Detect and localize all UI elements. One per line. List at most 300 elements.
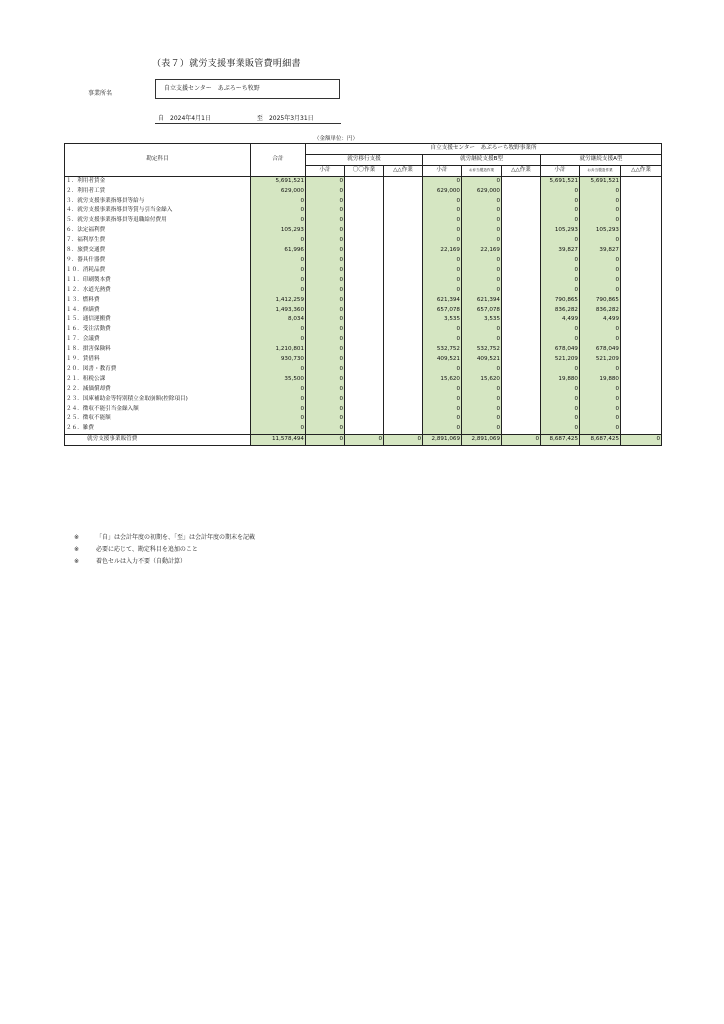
amount-cell[interactable] <box>621 306 662 316</box>
subheader-work: △△作業 <box>621 165 662 176</box>
amount-cell: 0 <box>462 216 502 226</box>
amount-cell: 0 <box>580 325 621 335</box>
page-title: （表７）就労支援事業販管費明細書 <box>152 59 301 69</box>
amount-cell[interactable] <box>502 286 541 296</box>
row-total-cell: 0 <box>251 395 306 405</box>
account-label: １６．受注活動費 <box>65 325 251 335</box>
footnote-mark: ※ <box>74 534 80 541</box>
amount-cell: 0 <box>306 414 345 424</box>
table-row <box>65 365 662 375</box>
amount-cell[interactable] <box>502 424 541 434</box>
fiscal-period <box>158 113 320 122</box>
row-total-cell: 0 <box>251 197 306 207</box>
amount-cell[interactable] <box>345 286 384 296</box>
account-label: ７．福利厚生費 <box>65 236 251 246</box>
amount-cell: 0 <box>306 176 345 186</box>
amount-cell[interactable] <box>345 424 384 434</box>
amount-cell: 0 <box>541 216 580 226</box>
amount-cell[interactable] <box>621 385 662 395</box>
amount-cell[interactable] <box>621 355 662 365</box>
period-from-date[interactable]: 2024年4月1日 <box>170 115 211 122</box>
amount-cell[interactable] <box>621 405 662 415</box>
amount-cell[interactable] <box>621 266 662 276</box>
amount-cell[interactable] <box>621 236 662 246</box>
amount-cell[interactable] <box>384 276 423 286</box>
amount-cell[interactable] <box>384 246 423 256</box>
amount-cell[interactable] <box>621 226 662 236</box>
amount-cell[interactable] <box>345 306 384 316</box>
amount-cell[interactable] <box>502 355 541 365</box>
amount-cell: 0 <box>580 266 621 276</box>
amount-cell: 0 <box>541 414 580 424</box>
amount-cell[interactable] <box>502 365 541 375</box>
table-row <box>65 187 662 197</box>
amount-cell: 0 <box>423 256 462 266</box>
expense-detail-table <box>64 143 662 446</box>
amount-cell[interactable] <box>502 236 541 246</box>
amount-cell: 0 <box>541 266 580 276</box>
amount-cell: 521,209 <box>541 355 580 365</box>
amount-cell: 0 <box>462 266 502 276</box>
amount-cell: 0 <box>462 414 502 424</box>
row-total-cell: 0 <box>251 335 306 345</box>
amount-cell: 0 <box>306 206 345 216</box>
amount-cell: 3,535 <box>423 315 462 325</box>
amount-cell: 0 <box>541 206 580 216</box>
amount-cell[interactable] <box>384 266 423 276</box>
table-row <box>65 405 662 415</box>
amount-cell[interactable] <box>384 206 423 216</box>
footnote-mark: ※ <box>74 558 80 565</box>
amount-cell: 0 <box>306 226 345 236</box>
account-label: ５．就労支援事業指導員等退職給付費用 <box>65 216 251 226</box>
row-total-cell: 0 <box>251 236 306 246</box>
amount-cell[interactable] <box>345 226 384 236</box>
row-total-cell: 0 <box>251 216 306 226</box>
amount-cell: 22,169 <box>462 246 502 256</box>
amount-cell[interactable] <box>384 176 423 186</box>
footnote <box>74 544 255 556</box>
amount-cell[interactable] <box>502 197 541 207</box>
amount-cell: 0 <box>306 365 345 375</box>
amount-cell[interactable] <box>621 176 662 186</box>
amount-cell[interactable] <box>621 424 662 434</box>
amount-cell: 0 <box>462 256 502 266</box>
amount-cell[interactable] <box>384 355 423 365</box>
table-row <box>65 176 662 186</box>
table-row <box>65 385 662 395</box>
unit-note: （金額単位：円） <box>314 136 359 142</box>
amount-cell[interactable]: 0 <box>621 435 662 446</box>
amount-cell[interactable] <box>384 325 423 335</box>
amount-cell: 0 <box>423 325 462 335</box>
amount-cell: 0 <box>306 306 345 316</box>
amount-cell: 0 <box>580 365 621 375</box>
amount-cell[interactable] <box>621 296 662 306</box>
amount-cell: 0 <box>423 414 462 424</box>
amount-cell: 15,620 <box>423 375 462 385</box>
table-row <box>65 424 662 434</box>
amount-cell[interactable] <box>502 206 541 216</box>
row-total-cell: 0 <box>251 424 306 434</box>
amount-cell[interactable] <box>384 216 423 226</box>
amount-cell[interactable] <box>384 315 423 325</box>
account-label: ２．利用者工賃 <box>65 187 251 197</box>
period-underline <box>155 123 341 124</box>
amount-cell[interactable] <box>384 187 423 197</box>
amount-cell[interactable] <box>345 187 384 197</box>
amount-cell[interactable] <box>384 306 423 316</box>
table-row <box>65 226 662 236</box>
amount-cell: 0 <box>423 405 462 415</box>
amount-cell[interactable] <box>502 405 541 415</box>
amount-cell: 0 <box>423 395 462 405</box>
account-label: １７．会議費 <box>65 335 251 345</box>
amount-cell[interactable] <box>345 405 384 415</box>
table-row <box>65 296 662 306</box>
row-total-cell: 61,996 <box>251 246 306 256</box>
amount-cell: 0 <box>306 296 345 306</box>
footnote <box>74 532 255 544</box>
amount-cell: 0 <box>462 424 502 434</box>
amount-cell: 0 <box>306 236 345 246</box>
amount-cell: 5,691,521 <box>541 176 580 186</box>
amount-cell: 8,687,425 <box>580 435 621 446</box>
amount-cell[interactable] <box>384 286 423 296</box>
account-label: １１．印刷製本費 <box>65 276 251 286</box>
amount-cell[interactable] <box>502 335 541 345</box>
amount-cell: 0 <box>462 385 502 395</box>
account-label: １２．水道光熱費 <box>65 286 251 296</box>
amount-cell: 39,827 <box>580 246 621 256</box>
amount-cell[interactable] <box>621 187 662 197</box>
row-total-cell: 0 <box>251 276 306 286</box>
amount-cell: 0 <box>306 256 345 266</box>
amount-cell: 0 <box>541 335 580 345</box>
amount-cell[interactable] <box>345 276 384 286</box>
table-row <box>65 306 662 316</box>
amount-cell: 0 <box>580 216 621 226</box>
amount-cell[interactable] <box>384 405 423 415</box>
amount-cell[interactable] <box>502 266 541 276</box>
amount-cell: 0 <box>306 325 345 335</box>
row-total-cell: 0 <box>251 325 306 335</box>
account-label: ２６．雑費 <box>65 424 251 434</box>
table-row <box>65 355 662 365</box>
amount-cell[interactable] <box>502 256 541 266</box>
row-total-cell: 0 <box>251 256 306 266</box>
total-row <box>65 435 662 446</box>
row-total-cell: 0 <box>251 385 306 395</box>
amount-cell[interactable] <box>621 335 662 345</box>
amount-cell[interactable] <box>345 365 384 375</box>
amount-cell: 0 <box>580 197 621 207</box>
amount-cell[interactable] <box>621 246 662 256</box>
amount-cell[interactable] <box>384 256 423 266</box>
amount-cell[interactable] <box>502 385 541 395</box>
footnote-mark: ※ <box>74 546 80 553</box>
amount-cell: 0 <box>541 187 580 197</box>
amount-cell: 0 <box>306 424 345 434</box>
amount-cell: 0 <box>423 226 462 236</box>
amount-cell: 3,535 <box>462 315 502 325</box>
table-row <box>65 335 662 345</box>
amount-cell: 105,293 <box>541 226 580 236</box>
facility-header: 自立支援センター あぷろーち牧野事業所 <box>306 144 662 155</box>
amount-cell: 0 <box>423 335 462 345</box>
row-total-cell: 35,500 <box>251 375 306 385</box>
amount-cell[interactable] <box>345 375 384 385</box>
amount-cell[interactable] <box>502 306 541 316</box>
amount-cell: 0 <box>580 286 621 296</box>
amount-cell[interactable] <box>384 296 423 306</box>
amount-cell: 0 <box>541 236 580 246</box>
amount-cell: 790,865 <box>580 296 621 306</box>
amount-cell[interactable] <box>502 345 541 355</box>
amount-cell: 657,078 <box>462 306 502 316</box>
amount-cell: 2,891,069 <box>423 435 462 446</box>
amount-cell: 0 <box>580 395 621 405</box>
amount-cell: 0 <box>423 266 462 276</box>
amount-cell: 0 <box>423 236 462 246</box>
amount-cell: 532,752 <box>462 345 502 355</box>
amount-cell[interactable] <box>621 325 662 335</box>
amount-cell: 0 <box>423 206 462 216</box>
amount-cell: 790,865 <box>541 296 580 306</box>
amount-cell: 0 <box>306 405 345 415</box>
amount-cell[interactable] <box>502 187 541 197</box>
amount-cell[interactable] <box>502 216 541 226</box>
amount-cell[interactable] <box>345 414 384 424</box>
amount-cell: 0 <box>541 286 580 296</box>
amount-cell[interactable] <box>502 395 541 405</box>
amount-cell: 0 <box>462 395 502 405</box>
amount-cell: 621,394 <box>462 296 502 306</box>
amount-cell[interactable] <box>345 216 384 226</box>
amount-cell[interactable] <box>621 315 662 325</box>
amount-cell[interactable] <box>345 197 384 207</box>
footnote-text: 着色セルは入力不要（自動計算） <box>96 558 187 565</box>
subheader-work: △△作業 <box>384 165 423 176</box>
amount-cell[interactable] <box>345 385 384 395</box>
amount-cell: 0 <box>541 365 580 375</box>
amount-cell[interactable] <box>345 355 384 365</box>
amount-cell: 0 <box>306 375 345 385</box>
amount-cell[interactable] <box>502 246 541 256</box>
period-to-date[interactable]: 2025年3月31日 <box>268 115 314 122</box>
row-total-cell: 930,730 <box>251 355 306 365</box>
amount-cell[interactable] <box>502 176 541 186</box>
amount-cell[interactable] <box>345 335 384 345</box>
account-label: ２３．国庫補助金等特別積立金取崩額(控除項目) <box>65 395 251 405</box>
table-row <box>65 246 662 256</box>
amount-cell[interactable] <box>345 206 384 216</box>
amount-cell: 0 <box>423 286 462 296</box>
amount-cell[interactable] <box>621 216 662 226</box>
account-header: 勘定科目 <box>65 144 251 177</box>
amount-cell: 0 <box>306 246 345 256</box>
subheader-work: お弁当製造作業 <box>462 165 502 176</box>
amount-cell: 4,499 <box>541 315 580 325</box>
amount-cell[interactable] <box>502 375 541 385</box>
amount-cell: 521,209 <box>580 355 621 365</box>
amount-cell: 409,521 <box>423 355 462 365</box>
amount-cell[interactable] <box>345 236 384 246</box>
amount-cell: 0 <box>541 405 580 415</box>
amount-cell[interactable]: 0 <box>384 435 423 446</box>
amount-cell: 0 <box>306 197 345 207</box>
amount-cell[interactable] <box>502 315 541 325</box>
amount-cell[interactable] <box>502 226 541 236</box>
amount-cell[interactable] <box>345 266 384 276</box>
office-name-field[interactable]: 自立支援センター あぷろーち牧野 <box>155 79 340 99</box>
amount-cell: 0 <box>306 286 345 296</box>
amount-cell: 0 <box>306 216 345 226</box>
subheader-subtotal: 小計 <box>541 165 580 176</box>
table-row <box>65 375 662 385</box>
subheader-subtotal: 小計 <box>423 165 462 176</box>
row-total-cell: 0 <box>251 414 306 424</box>
footnote <box>74 556 255 568</box>
amount-cell: 0 <box>306 385 345 395</box>
table-row <box>65 216 662 226</box>
footnotes <box>74 532 255 568</box>
account-label: ３．就労支援事業指導員等給与 <box>65 197 251 207</box>
table-row <box>65 256 662 266</box>
account-label: ９．器具什器費 <box>65 256 251 266</box>
table-row <box>65 276 662 286</box>
amount-cell[interactable] <box>384 335 423 345</box>
account-label: ２２．減価償却費 <box>65 385 251 395</box>
amount-cell: 0 <box>580 335 621 345</box>
account-label: ６．法定福利費 <box>65 226 251 236</box>
amount-cell[interactable] <box>502 296 541 306</box>
amount-cell[interactable] <box>345 395 384 405</box>
amount-cell: 0 <box>462 197 502 207</box>
amount-cell: 0 <box>580 424 621 434</box>
amount-cell: 0 <box>580 405 621 415</box>
table-row <box>65 236 662 246</box>
amount-cell[interactable] <box>384 414 423 424</box>
group-header-transition: 就労移行支援 <box>306 154 423 165</box>
amount-cell[interactable]: 0 <box>345 435 384 446</box>
amount-cell[interactable] <box>621 414 662 424</box>
amount-cell: 0 <box>306 266 345 276</box>
row-total-cell: 1,412,259 <box>251 296 306 306</box>
amount-cell[interactable] <box>345 256 384 266</box>
table-row <box>65 345 662 355</box>
amount-cell: 657,078 <box>423 306 462 316</box>
row-total-cell: 1,210,801 <box>251 345 306 355</box>
account-label: ４．就労支援事業指導員等賞与引当金繰入 <box>65 206 251 216</box>
amount-cell[interactable] <box>345 246 384 256</box>
amount-cell[interactable] <box>621 395 662 405</box>
amount-cell: 0 <box>541 395 580 405</box>
row-total-cell: 0 <box>251 405 306 415</box>
row-total-cell: 0 <box>251 365 306 375</box>
amount-cell[interactable] <box>345 315 384 325</box>
amount-cell[interactable] <box>621 375 662 385</box>
period-from-label: 自 <box>158 115 165 122</box>
amount-cell: 0 <box>306 315 345 325</box>
amount-cell: 0 <box>306 395 345 405</box>
amount-cell: 0 <box>423 365 462 375</box>
account-label: １３．燃料費 <box>65 296 251 306</box>
row-total-cell: 629,000 <box>251 187 306 197</box>
amount-cell[interactable] <box>621 345 662 355</box>
amount-cell: 4,499 <box>580 315 621 325</box>
amount-cell[interactable] <box>345 296 384 306</box>
account-label: ２０．図書・教育費 <box>65 365 251 375</box>
amount-cell[interactable] <box>384 226 423 236</box>
table-row <box>65 325 662 335</box>
amount-cell[interactable] <box>345 176 384 186</box>
office-label: 事業所名 <box>88 90 113 97</box>
amount-cell[interactable] <box>345 325 384 335</box>
amount-cell[interactable] <box>621 197 662 207</box>
amount-cell[interactable] <box>384 197 423 207</box>
amount-cell: 621,394 <box>423 296 462 306</box>
group-header-type-a: 就労継続支援A型 <box>541 154 662 165</box>
amount-cell: 0 <box>462 325 502 335</box>
row-total-cell: 0 <box>251 266 306 276</box>
amount-cell: 0 <box>462 176 502 186</box>
amount-cell: 15,620 <box>462 375 502 385</box>
amount-cell[interactable] <box>621 276 662 286</box>
amount-cell[interactable] <box>621 286 662 296</box>
amount-cell[interactable]: 0 <box>502 435 541 446</box>
table-row <box>65 266 662 276</box>
row-total-cell: 105,293 <box>251 226 306 236</box>
amount-cell[interactable] <box>345 345 384 355</box>
amount-cell[interactable] <box>384 395 423 405</box>
row-total-cell: 8,034 <box>251 315 306 325</box>
amount-cell: 0 <box>462 286 502 296</box>
amount-cell: 0 <box>580 276 621 286</box>
amount-cell[interactable] <box>621 206 662 216</box>
group-header-type-b: 就労継続支援B型 <box>423 154 541 165</box>
account-label: １８．損害保険料 <box>65 345 251 355</box>
table-row <box>65 197 662 207</box>
amount-cell: 22,169 <box>423 246 462 256</box>
amount-cell[interactable] <box>384 365 423 375</box>
amount-cell[interactable] <box>384 345 423 355</box>
amount-cell: 0 <box>580 385 621 395</box>
amount-cell: 0 <box>306 187 345 197</box>
amount-cell[interactable] <box>502 414 541 424</box>
amount-cell: 0 <box>541 325 580 335</box>
amount-cell[interactable] <box>621 365 662 375</box>
amount-cell[interactable] <box>384 424 423 434</box>
amount-cell[interactable] <box>384 375 423 385</box>
subheader-work: お弁当製造作業 <box>580 165 621 176</box>
amount-cell[interactable] <box>502 325 541 335</box>
account-label: ２１．租税公課 <box>65 375 251 385</box>
amount-cell: 0 <box>462 405 502 415</box>
table-row <box>65 206 662 216</box>
amount-cell: 8,687,425 <box>541 435 580 446</box>
account-label: １４．修繕費 <box>65 306 251 316</box>
amount-cell[interactable] <box>621 256 662 266</box>
amount-cell: 0 <box>462 226 502 236</box>
amount-cell: 0 <box>423 424 462 434</box>
subheader-work: △△作業 <box>502 165 541 176</box>
amount-cell: 5,691,521 <box>580 176 621 186</box>
amount-cell[interactable] <box>384 385 423 395</box>
amount-cell[interactable] <box>384 236 423 246</box>
amount-cell[interactable] <box>502 276 541 286</box>
amount-cell: 532,752 <box>423 345 462 355</box>
